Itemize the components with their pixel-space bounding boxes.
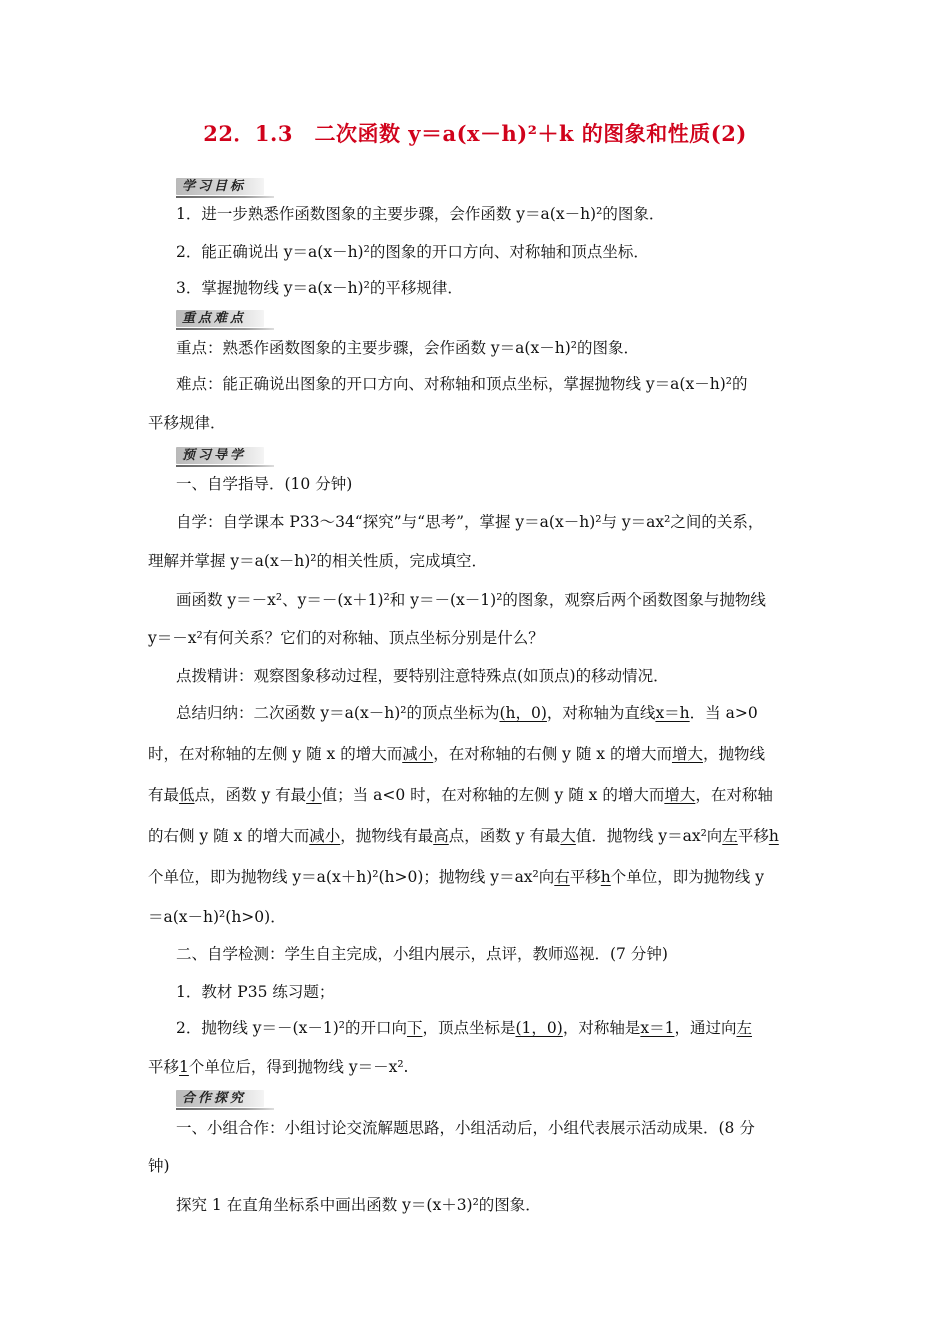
blank-answer: x＝1 bbox=[640, 1019, 675, 1037]
section-badge-key-points: 重点难点 bbox=[176, 310, 274, 328]
summary-text: 有最 bbox=[148, 786, 180, 804]
page-title: 22．1.3 二次函数 y＝a(x－h)²＋k 的图象和性质(2) bbox=[203, 121, 747, 146]
summary-line3 bbox=[148, 783, 820, 805]
check-text: ，顶点坐标是 bbox=[422, 1019, 516, 1037]
summary-text: ，抛物线 bbox=[702, 745, 765, 763]
section-badge-cooperation: 合作探究 bbox=[176, 1090, 274, 1108]
objective-2: 2．能正确说出 y＝a(x－h)²的图象的开口方向、对称轴和顶点坐标． bbox=[176, 243, 649, 261]
blank-answer: x＝h bbox=[655, 704, 690, 722]
blank-answer: (h，0) bbox=[499, 704, 547, 722]
coop-line2: 钟) bbox=[148, 1157, 170, 1175]
summary-text: 平移 bbox=[569, 868, 601, 886]
self-study-line2: 理解并掌握 y＝a(x－h)²的相关性质，完成填空． bbox=[148, 552, 487, 570]
blank-answer: h bbox=[768, 827, 779, 845]
key-focus: 重点：熟悉作函数图象的主要步骤，会作函数 y＝a(x－h)²的图象． bbox=[176, 339, 639, 357]
blank-answer: 左 bbox=[722, 827, 738, 845]
summary-text: 时，在对称轴的左侧 y 随 x 的增大而 bbox=[148, 745, 403, 763]
summary-line6: ＝a(x－h)²(h>0)． bbox=[148, 908, 286, 926]
blank-answer: 左 bbox=[736, 1019, 752, 1037]
key-difficulty-line1: 难点：能正确说出图象的开口方向、对称轴和顶点坐标，掌握抛物线 y＝a(x－h)²的 bbox=[176, 375, 748, 393]
objective-3: 3．掌握抛物线 y＝a(x－h)²的平移规律． bbox=[176, 279, 463, 297]
summary-text: 值．抛物线 y＝ax²向 bbox=[575, 827, 723, 845]
blank-answer: 小 bbox=[306, 786, 322, 804]
blank-answer: 增大 bbox=[664, 786, 696, 804]
check-text: ，通过向 bbox=[674, 1019, 737, 1037]
section-badge-preview: 预习导学 bbox=[176, 447, 274, 465]
check-item-1: 1．教材 P35 练习题； bbox=[176, 983, 335, 1001]
summary-text: ，抛物线有最 bbox=[340, 827, 434, 845]
preview-heading: 一、自学指导．(10 分钟) bbox=[176, 475, 353, 493]
summary-text: 总结归纳：二次函数 y＝a(x－h)²的顶点坐标为 bbox=[176, 704, 500, 722]
blank-answer: 减小 bbox=[309, 827, 341, 845]
check-text: 平移 bbox=[148, 1058, 180, 1076]
summary-text: 点，函数 y 有最 bbox=[194, 786, 307, 804]
summary-line2 bbox=[148, 742, 820, 764]
blank-answer: 减小 bbox=[402, 745, 434, 763]
blank-answer: h bbox=[600, 868, 611, 886]
check-item-2-line2 bbox=[148, 1055, 820, 1077]
summary-text: ，在对称轴的右侧 y 随 x 的增大而 bbox=[433, 745, 672, 763]
summary-text: ，在对称轴 bbox=[695, 786, 773, 804]
coop-line1: 一、小组合作：小组讨论交流解题思路，小组活动后，小组代表展示活动成果．(8 分 bbox=[176, 1119, 755, 1137]
blank-answer: 增大 bbox=[671, 745, 703, 763]
draw-line1: 画函数 y＝－x²、y＝－(x＋1)²和 y＝－(x－1)²的图象，观察后两个函数图象与抛物线 bbox=[176, 591, 766, 609]
summary-line5 bbox=[148, 865, 820, 887]
summary-text: 平移 bbox=[737, 827, 769, 845]
summary-text: ，对称轴为直线 bbox=[546, 704, 656, 722]
hint-line: 点拨精讲：观察图象移动过程，要特别注意特殊点(如顶点)的移动情况． bbox=[176, 667, 669, 685]
blank-answer: 高 bbox=[433, 827, 449, 845]
blank-answer: 右 bbox=[554, 868, 570, 886]
summary-text: ．当 a>0 bbox=[689, 704, 758, 722]
check-heading: 二、自学检测：学生自主完成，小组内展示，点评，教师巡视．(7 分钟) bbox=[176, 945, 668, 963]
summary-text: 点，函数 y 有最 bbox=[448, 827, 561, 845]
summary-line4 bbox=[148, 824, 820, 846]
summary-text: 个单位，即为抛物线 y bbox=[610, 868, 764, 886]
draw-line2: y＝－x²有何关系？它们的对称轴、顶点坐标分别是什么？ bbox=[148, 629, 544, 647]
explore-1: 探究 1 在直角坐标系中画出函数 y＝(x＋3)²的图象． bbox=[176, 1196, 541, 1214]
self-study-line1: 自学：自学课本 P33～34“探究”与“思考”，掌握 y＝a(x－h)²与 y＝ax²之间的关系， bbox=[176, 513, 764, 531]
objective-1: 1．进一步熟悉作函数图象的主要步骤，会作函数 y＝a(x－h)²的图象． bbox=[176, 205, 665, 223]
key-difficulty-line2: 平移规律． bbox=[148, 414, 226, 432]
blank-answer: 下 bbox=[406, 1019, 423, 1037]
check-text: 个单位后，得到抛物线 y＝－x². bbox=[188, 1058, 409, 1076]
summary-text: 的右侧 y 随 x 的增大而 bbox=[148, 827, 310, 845]
section-badge-objectives: 学习目标 bbox=[176, 178, 274, 196]
check-text: 2．抛物线 y＝－(x－1)²的开口向 bbox=[176, 1019, 407, 1037]
summary-line1 bbox=[176, 701, 848, 723]
check-text: ，对称轴是 bbox=[562, 1019, 641, 1037]
blank-answer: (1，0) bbox=[515, 1019, 563, 1037]
blank-answer: 1 bbox=[179, 1058, 189, 1076]
blank-answer: 大 bbox=[560, 827, 576, 845]
summary-text: 值；当 a<0 时，在对称轴的左侧 y 随 x 的增大而 bbox=[321, 786, 665, 804]
summary-text: 个单位，即为抛物线 y＝a(x＋h)²(h>0)；抛物线 y＝ax²向 bbox=[148, 868, 555, 886]
check-item-2-line1 bbox=[176, 1016, 848, 1038]
blank-answer: 低 bbox=[179, 786, 195, 804]
